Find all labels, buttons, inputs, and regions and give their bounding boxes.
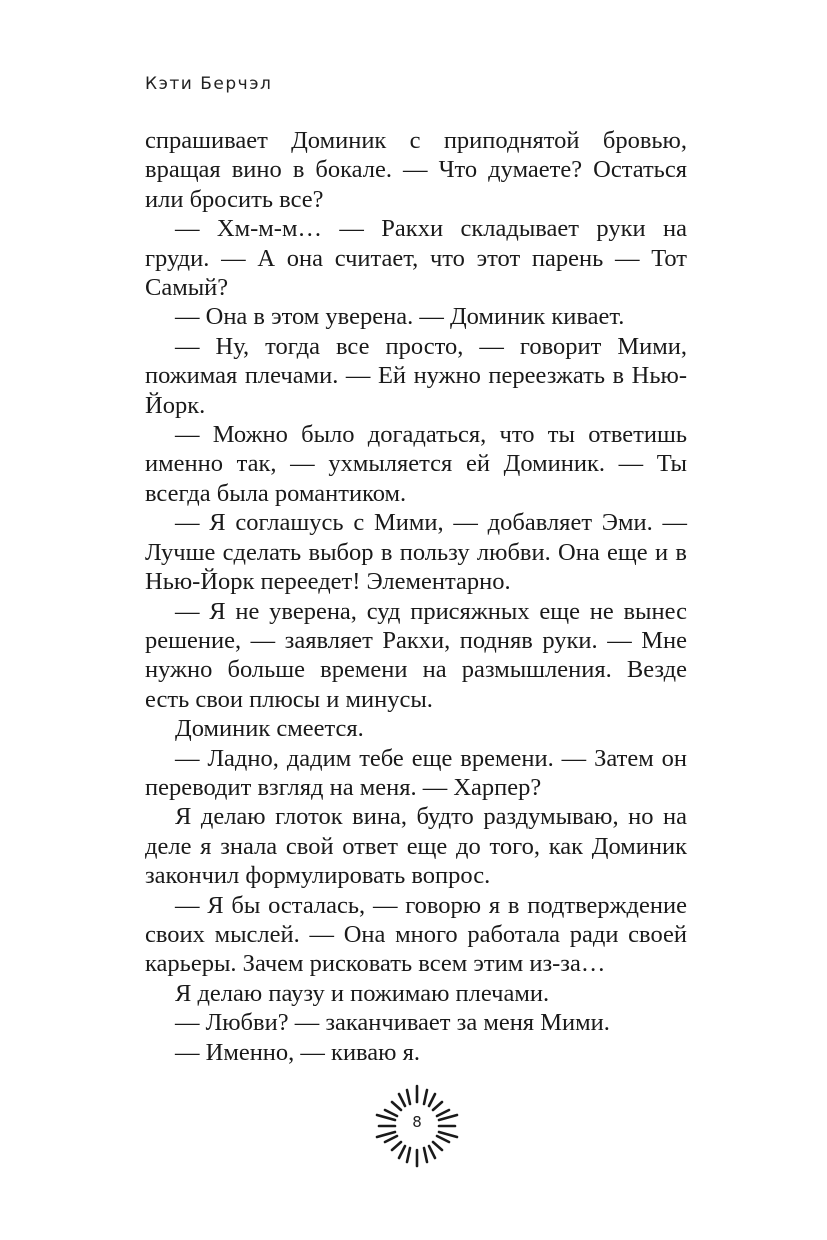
paragraph-5: — Можно было догадаться, что ты ответишь именно так, — ухмыляется ей Доминик. — Ты всегда была романтиком. (145, 421, 687, 507)
body-text (145, 126, 687, 1067)
paragraph-11: — Я бы осталась, — говорю я в подтверждение своих мыслей. — Она много работала ради своей карьеры. Зачем рисковать всем этим из-за… (145, 891, 687, 978)
paragraph-7: — Я не уверена, суд присяжных еще не вынес решение, — заявляет Ракхи, подняв руки. — Мне нужно больше времени на размышления. Везде есть свои плюсы и минусы. (145, 597, 687, 713)
paragraph-9: — Ладно, дадим тебе еще времени. — Затем он переводит взгляд на меня. — Харпер? (145, 744, 687, 801)
paragraph-1: спрашивает Доминик с приподнятой бровью, вращая вино в бокале. — Что думаете? Остаться или бросить все? (145, 127, 687, 213)
paragraph-2: — Хм-м-м… — Ракхи складывает руки на груди. — А она считает, что этот парень — Тот Самый? (145, 215, 687, 302)
running-header-author: Кэти Берчэл (145, 74, 273, 94)
page-number: 8 (412, 1113, 422, 1131)
paragraph-13: — Любви? — заканчивает за меня Мими. (175, 1009, 610, 1037)
paragraph-3: — Она в этом уверена. — Доминик кивает. (175, 303, 625, 331)
paragraph-6: — Я соглашусь с Мими, — добавляет Эми. — Лучше сделать выбор в пользу любви. Она еще и в Нью-Йорк переедет! Элементарно. (145, 509, 687, 596)
paragraph-14: — Именно, — киваю я. (175, 1038, 420, 1066)
paragraph-8: Доминик смеется. (175, 715, 364, 743)
paragraph-10: Я делаю глоток вина, будто раздумываю, но на деле я знала свой ответ еще до того, как Доминик закончил формулировать вопрос. (145, 803, 687, 890)
paragraph-4: — Ну, тогда все просто, — говорит Мими, пожимая плечами. — Ей нужно переезжать в Нью-Йорк. (145, 332, 687, 419)
paragraph-12: Я делаю паузу и пожимаю плечами. (175, 979, 550, 1007)
